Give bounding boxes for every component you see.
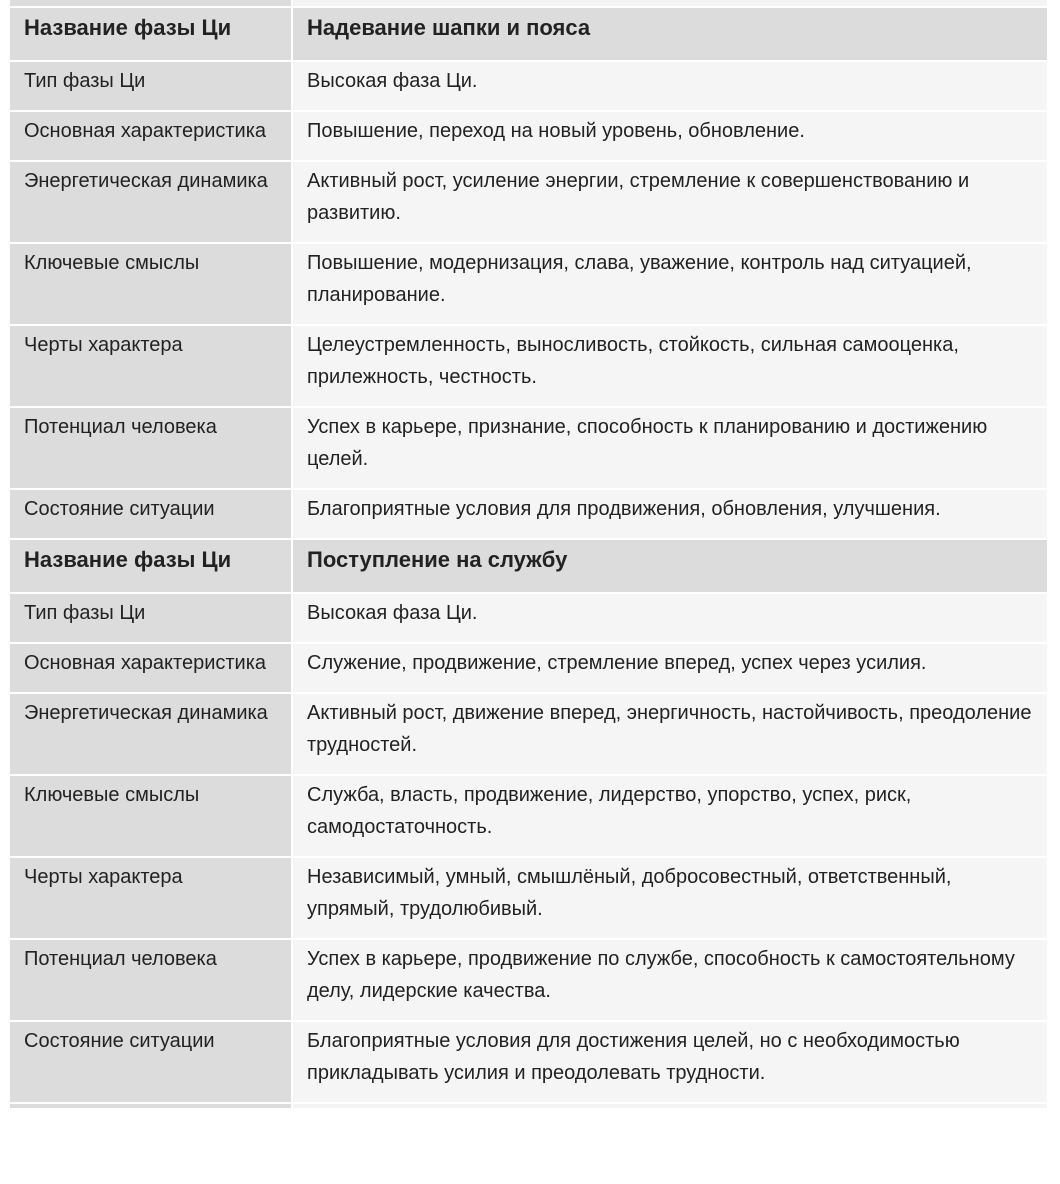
row-value: Успех в карьере, продвижение по службе, способность к самостоятельному делу, лидерские качества.	[293, 940, 1047, 1020]
table-row	[10, 408, 1047, 488]
row-value: Благоприятные условия для продвижения, обновления, улучшения.	[293, 490, 1047, 538]
row-value: Успех в карьере, признание, способность к планированию и достижению целей.	[293, 408, 1047, 488]
row-key: Энергетическая динамика	[10, 162, 293, 242]
section-2-header	[10, 540, 1047, 592]
row-value: Повышение, модернизация, слава, уважение, контроль над ситуацией, планирование.	[293, 244, 1047, 324]
qi-phase-document	[10, 0, 1047, 1108]
row-key: Потенциал человека	[10, 408, 293, 488]
row-value: Высокая фаза Ци.	[293, 594, 1047, 642]
table-row	[10, 112, 1047, 160]
header-key: Название фазы Ци	[10, 540, 293, 592]
section-1-header	[10, 8, 1047, 60]
top-table-edge	[10, 0, 1047, 6]
row-value: Высокая фаза Ци.	[293, 62, 1047, 110]
table-row	[10, 940, 1047, 1020]
row-key: Состояние ситуации	[10, 490, 293, 538]
row-value: Независимый, умный, смышлёный, добросовестный, ответственный, упрямый, трудолюбивый.	[293, 858, 1047, 938]
phase-name: Надевание шапки и пояса	[293, 8, 1047, 60]
table-row	[10, 694, 1047, 774]
table-row	[10, 858, 1047, 938]
row-value: Активный рост, движение вперед, энергичность, настойчивость, преодоление трудностей.	[293, 694, 1047, 774]
table-row	[10, 162, 1047, 242]
table-row	[10, 644, 1047, 692]
row-value: Активный рост, усиление энергии, стремление к совершенствованию и развитию.	[293, 162, 1047, 242]
row-key: Тип фазы Ци	[10, 594, 293, 642]
row-key: Ключевые смыслы	[10, 244, 293, 324]
row-key: Потенциал человека	[10, 940, 293, 1020]
row-value: Целеустремленность, выносливость, стойкость, сильная самооценка, прилежность, честность.	[293, 326, 1047, 406]
table-row	[10, 1022, 1047, 1102]
table-row	[10, 490, 1047, 538]
row-key: Энергетическая динамика	[10, 694, 293, 774]
table-row	[10, 594, 1047, 642]
row-key: Ключевые смыслы	[10, 776, 293, 856]
row-key: Состояние ситуации	[10, 1022, 293, 1102]
table-row	[10, 62, 1047, 110]
qi-phase-table	[10, 6, 1047, 1104]
row-value: Служба, власть, продвижение, лидерство, упорство, успех, риск, самодостаточность.	[293, 776, 1047, 856]
row-key: Тип фазы Ци	[10, 62, 293, 110]
bottom-table-edge	[10, 1104, 1047, 1108]
row-value: Повышение, переход на новый уровень, обновление.	[293, 112, 1047, 160]
table-row	[10, 326, 1047, 406]
row-value: Благоприятные условия для достижения целей, но с необходимостью прикладывать усилия и преодолевать трудности.	[293, 1022, 1047, 1102]
table-row	[10, 244, 1047, 324]
phase-name: Поступление на службу	[293, 540, 1047, 592]
table-row	[10, 776, 1047, 856]
row-key: Основная характеристика	[10, 644, 293, 692]
row-key: Черты характера	[10, 326, 293, 406]
row-key: Основная характеристика	[10, 112, 293, 160]
row-key: Черты характера	[10, 858, 293, 938]
header-key: Название фазы Ци	[10, 8, 293, 60]
row-value: Служение, продвижение, стремление вперед, успех через усилия.	[293, 644, 1047, 692]
